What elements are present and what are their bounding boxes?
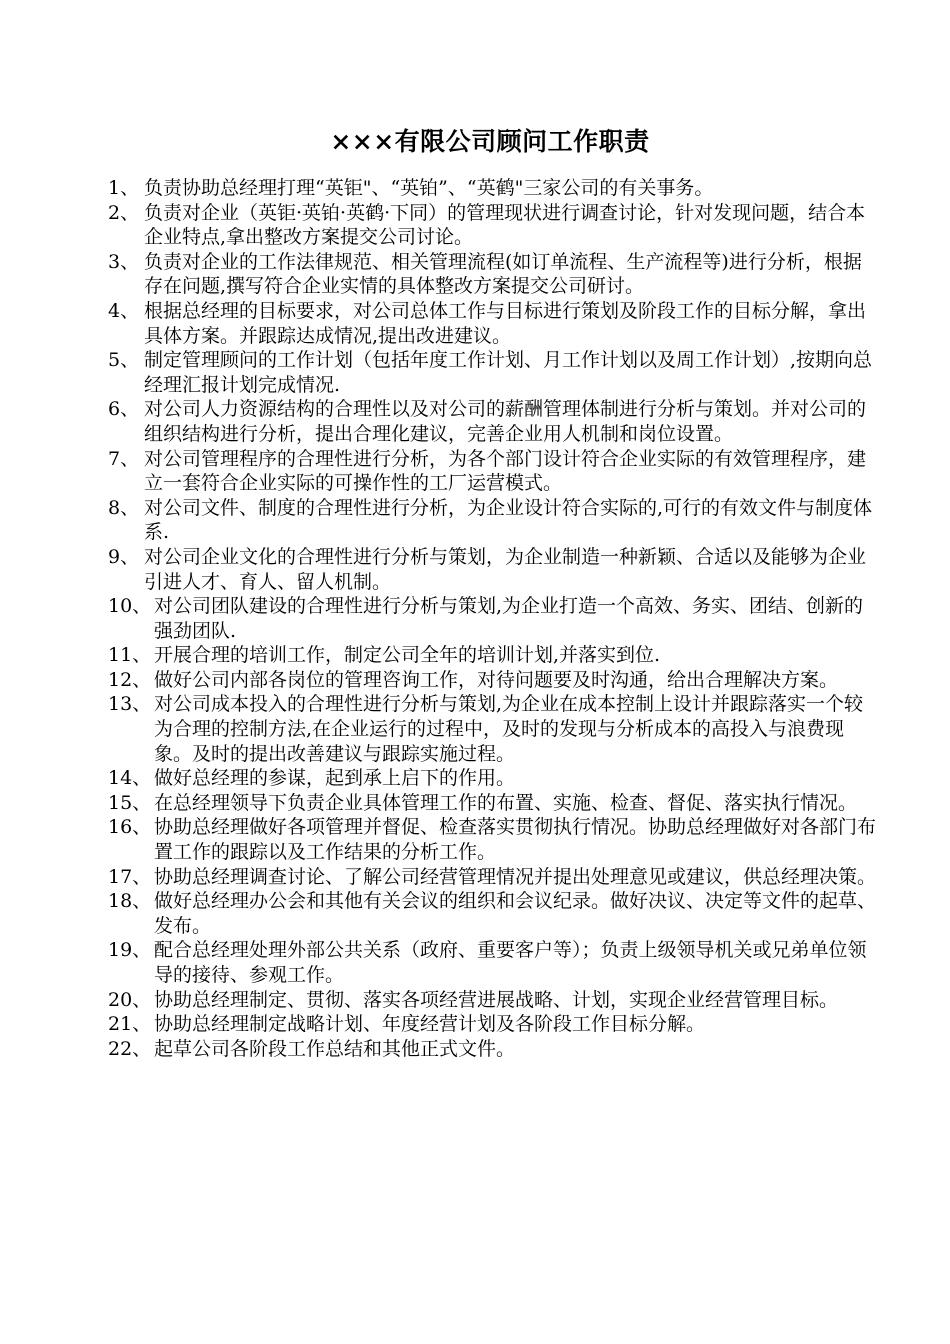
list-item	[108, 889, 878, 938]
item-number: 3、	[108, 250, 140, 273]
list-item	[108, 594, 878, 643]
item-number: 17、	[108, 865, 152, 888]
item-text: 对公司文件、制度的合理性进行分析，为企业设计符合实际的,可行的有效文件与制度体系.	[144, 496, 873, 544]
item-text: 协助总经理调查讨论、了解公司经营管理情况并提出处理意见或建议，供总经理决策。	[154, 865, 877, 888]
item-number: 7、	[108, 447, 140, 470]
item-text: 协助总经理制定、贯彻、落实各项经营进展战略、计划，实现企业经营管理目标。	[154, 988, 839, 1011]
item-text: 负责对企业的工作法律规范、相关管理流程(如订单流程、生产流程等)进行分析，根据存在问题,撰写符合企业实情的具体整改方案提交公司研讨。	[144, 250, 862, 298]
list-item	[108, 447, 878, 496]
item-text: 做好总经理的参谋，起到承上启下的作用。	[154, 767, 516, 790]
item-text: 对公司企业文化的合理性进行分析与策划，为企业制造一种新颖、合适以及能够为企业引进人才、育人、留人机制。	[144, 545, 867, 593]
item-text: 根据总经理的目标要求，对公司总体工作与目标进行策划及阶段工作的目标分解，拿出具体方案。并跟踪达成情况,提出改进建议。	[144, 299, 867, 347]
item-text: 对公司管理程序的合理性进行分析，为各个部门设计符合企业实际的有效管理程序，建立一套符合企业实际的可操作性的工厂运营模式。	[144, 447, 867, 495]
item-text: 协助总经理做好各项管理并督促、检查落实贯彻执行情况。协助总经理做好对各部门布置工作的跟踪以及工作结果的分析工作。	[154, 816, 877, 864]
item-number: 21、	[108, 1013, 152, 1036]
item-number: 10、	[108, 595, 152, 618]
item-number: 22、	[108, 1037, 152, 1060]
list-item	[108, 668, 878, 693]
item-number: 16、	[108, 816, 152, 839]
list-item	[108, 348, 878, 397]
item-text: 做好总经理办公会和其他有关会议的组织和会议纪录。做好决议、决定等文件的起草、发布。	[154, 890, 877, 937]
list-item	[108, 397, 878, 446]
list-item	[108, 766, 878, 791]
duty-list	[108, 176, 878, 1061]
list-item	[108, 692, 878, 766]
item-text: 协助总经理制定战略计划、年度经营计划及各阶段工作目标分解。	[154, 1013, 706, 1036]
item-text: 对公司成本投入的合理性进行分析与策划,为企业在成本控制上设计并跟踪落实一个较为合理的控制方法,在企业运行的过程中，及时的发现与分析成本的高投入与浪费现象。及时的提出改善建议与跟踪实施过程。	[154, 693, 864, 765]
list-item	[108, 545, 878, 594]
list-item	[108, 815, 878, 864]
list-item	[108, 865, 878, 890]
item-number: 11、	[108, 644, 152, 667]
item-number: 2、	[108, 201, 140, 224]
list-item	[108, 938, 878, 987]
list-item	[108, 201, 878, 250]
item-number: 9、	[108, 545, 140, 568]
item-number: 20、	[108, 988, 152, 1011]
list-item	[108, 1037, 878, 1062]
item-text: 在总经理领导下负责企业具体管理工作的布置、实施、检查、督促、落实执行情况。	[154, 791, 858, 814]
list-item	[108, 1012, 878, 1037]
item-number: 12、	[108, 668, 152, 691]
item-text: 对公司人力资源结构的合理性以及对公司的薪酬管理体制进行分析与策划。并对公司的组织结构进行分析，提出合理化建议，完善企业用人机制和岗位设置。	[144, 398, 867, 445]
list-item	[108, 791, 878, 816]
item-number: 6、	[108, 398, 140, 421]
item-number: 5、	[108, 349, 140, 372]
item-text: 负责协助总经理打理“英钜"、“英铂”、“英鹤"三家公司的有关事务。	[144, 177, 714, 199]
item-text: 对公司团队建设的合理性进行分析与策划,为企业打造一个高效、务实、团结、创新的强劲团队.	[154, 595, 864, 642]
list-item	[108, 988, 878, 1013]
item-number: 4、	[108, 299, 140, 322]
list-item	[108, 643, 878, 668]
list-item	[108, 176, 878, 201]
item-number: 19、	[108, 939, 152, 962]
item-text: 负责对企业（英钜·英铂·英鹤·下同）的管理现状进行调查讨论，针对发现问题，结合本企业特点,拿出整改方案提交公司讨论。	[144, 201, 866, 249]
list-item	[108, 299, 878, 348]
document-title: ×××有限公司顾问工作职责	[330, 127, 650, 156]
list-item	[108, 496, 878, 545]
item-text: 起草公司各阶段工作总结和其他正式文件。	[154, 1037, 516, 1060]
item-number: 15、	[108, 791, 152, 814]
item-text: 开展合理的培训工作，制定公司全年的培训计划,并落实到位.	[154, 644, 661, 667]
item-number: 13、	[108, 693, 152, 716]
item-number: 14、	[108, 767, 152, 790]
item-text: 做好公司内部各岗位的管理咨询工作，对待问题要及时沟通，给出合理解决方案。	[154, 668, 839, 691]
item-number: 1、	[108, 177, 140, 199]
item-number: 18、	[108, 890, 152, 913]
list-item	[108, 250, 878, 299]
item-number: 8、	[108, 496, 140, 519]
item-text: 配合总经理处理外部公共关系（政府、重要客户等）；负责上级领导机关或兄弟单位领导的接待、参观工作。	[154, 939, 867, 986]
item-text: 制定管理顾问的工作计划（包括年度工作计划、月工作计划以及周工作计划）,按期向总经理汇报计划完成情况.	[144, 349, 873, 396]
